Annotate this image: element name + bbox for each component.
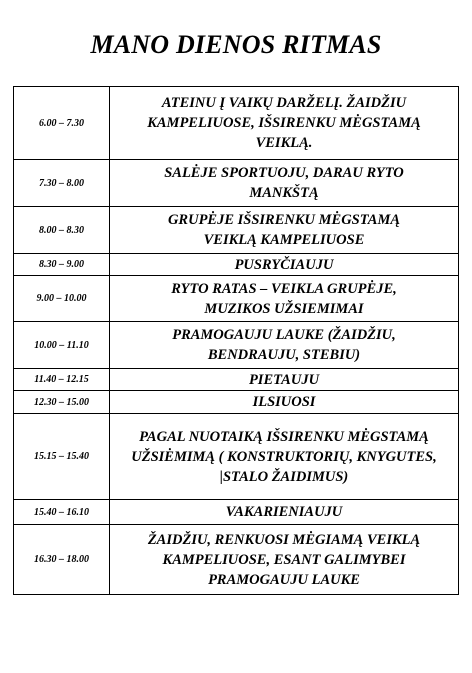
- activity-cell: ILSIUOSI: [110, 391, 459, 414]
- table-row: [14, 414, 459, 500]
- time-cell: 11.40 – 12.15: [14, 369, 110, 391]
- table-row: [14, 322, 459, 369]
- activity-cell: PIETAUJU: [110, 369, 459, 391]
- table-row: [14, 525, 459, 595]
- time-cell: 8.30 – 9.00: [14, 254, 110, 276]
- time-cell: 12.30 – 15.00: [14, 391, 110, 414]
- time-cell: 10.00 – 11.10: [14, 322, 110, 369]
- table-row: [14, 391, 459, 414]
- table-row: [14, 254, 459, 276]
- activity-cell: VAKARIENIAUJU: [110, 500, 459, 525]
- time-cell: 7.30 – 8.00: [14, 160, 110, 207]
- table-row: [14, 87, 459, 160]
- activity-cell: ATEINU Į VAIKŲ DARŽELĮ. ŽAIDŽIU KAMPELIUOSE, IŠSIRENKU MĖGSTAMĄ VEIKLĄ.: [110, 87, 459, 160]
- activity-cell: SALĖJE SPORTUOJU, DARAU RYTO MANKŠTĄ: [110, 160, 459, 207]
- time-cell: 6.00 – 7.30: [14, 87, 110, 160]
- table-row: [14, 276, 459, 322]
- time-cell: 15.40 – 16.10: [14, 500, 110, 525]
- table-row: [14, 207, 459, 254]
- time-cell: 9.00 – 10.00: [14, 276, 110, 322]
- page-title: MANO DIENOS RITMAS: [90, 30, 382, 59]
- schedule-table: [13, 86, 459, 595]
- activity-cell: PAGAL NUOTAIKĄ IŠSIRENKU MĖGSTAMĄ UŽSIĖMIMĄ ( KONSTRUKTORIŲ, KNYGUTES, |STALO ŽAIDIMUS): [110, 414, 459, 500]
- table-row: [14, 160, 459, 207]
- table-row: [14, 500, 459, 525]
- time-cell: 15.15 – 15.40: [14, 414, 110, 500]
- activity-cell: PRAMOGAUJU LAUKE (ŽAIDŽIU, BENDRAUJU, STEBIU): [110, 322, 459, 369]
- time-cell: 8.00 – 8.30: [14, 207, 110, 254]
- time-cell: 16.30 – 18.00: [14, 525, 110, 595]
- activity-cell: GRUPĖJE IŠSIRENKU MĖGSTAMĄ VEIKLĄ KAMPELIUOSE: [110, 207, 459, 254]
- table-row: [14, 369, 459, 391]
- activity-cell: PUSRYČIAUJU: [110, 254, 459, 276]
- activity-cell: RYTO RATAS – VEIKLA GRUPĖJE, MUZIKOS UŽSIEMIMAI: [110, 276, 459, 322]
- activity-cell: ŽAIDŽIU, RENKUOSI MĖGIAMĄ VEIKLĄ KAMPELIUOSE, ESANT GALIMYBEI PRAMOGAUJU LAUKE: [110, 525, 459, 595]
